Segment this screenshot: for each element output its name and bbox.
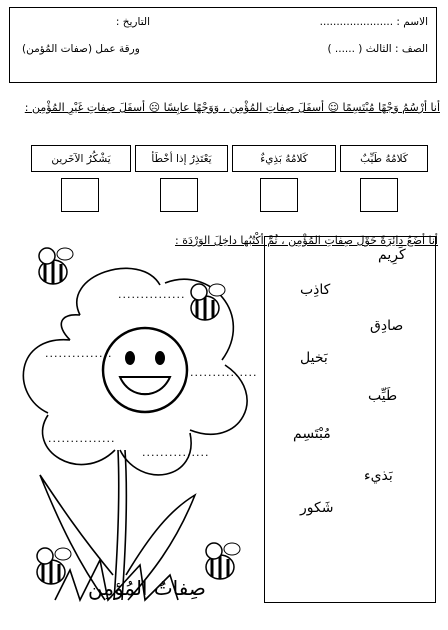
word-item[interactable]: مُبْتَسِم bbox=[293, 426, 331, 442]
worksheet-title: ورقة عمل (صفات المُؤمن) bbox=[22, 43, 140, 55]
bee-icon bbox=[23, 540, 79, 596]
face-answer-box[interactable] bbox=[360, 178, 398, 212]
name-field[interactable]: الاسم : ...................... bbox=[319, 16, 428, 28]
word-item[interactable]: طَيِّب bbox=[368, 388, 398, 404]
trait-card-thanks-others bbox=[31, 145, 131, 172]
petal-answer-line[interactable]: ............... bbox=[190, 366, 258, 379]
bee-icon bbox=[177, 276, 233, 332]
face-answer-box[interactable] bbox=[61, 178, 99, 212]
smiley-face bbox=[103, 328, 187, 412]
word-item[interactable]: بَذيء bbox=[364, 468, 393, 484]
face-answer-box[interactable] bbox=[160, 178, 198, 212]
petal-answer-line[interactable]: ............... bbox=[48, 432, 116, 445]
bee-icon bbox=[25, 240, 81, 296]
trait-label: يَشْكُرُ الآخَرين bbox=[51, 152, 111, 165]
word-item[interactable]: كَرِيم bbox=[378, 247, 406, 263]
petal-answer-line[interactable]: ............... bbox=[118, 288, 186, 301]
trait-label: كَلامُهُ طَيِّبٌ bbox=[360, 152, 408, 165]
word-item[interactable]: كاذِب bbox=[300, 282, 331, 298]
trait-card-apologizes bbox=[135, 145, 228, 172]
class-field[interactable]: الصف : الثالث ( ...... ) bbox=[327, 43, 428, 55]
instruction-faces: أنا أرْسُمُ وَجْهًا مُبْتَسِمًا ☺ أسفَلَ صِفاتِ المُؤْمِن ، وَوَجْهًا عابِسًا ☹ أسفَلَ صِفاتِ غَيْرِ المُؤْمِن : bbox=[24, 101, 440, 114]
date-field[interactable]: التاريخ : bbox=[115, 16, 150, 28]
trait-card-kind-speech bbox=[340, 145, 428, 172]
flower-caption: صِفاتُ المُؤمِن bbox=[88, 576, 206, 600]
trait-label: يَعْتَذِرُ إذا أخْطَأ bbox=[151, 152, 212, 165]
word-item[interactable]: شَكور bbox=[300, 500, 334, 516]
word-item[interactable]: صادِق bbox=[370, 318, 404, 334]
petal-answer-line[interactable]: ............... bbox=[142, 446, 210, 459]
instruction-circle: أنا أضَعُ دائِرَةً حَوْلَ صِفاتِ المُؤْمِن ، ثُمَّ أكْتُبُها داخِلَ الوَرْدَة : bbox=[175, 234, 438, 247]
trait-card-rude-speech bbox=[232, 145, 336, 172]
word-item[interactable]: بَخيل bbox=[300, 350, 328, 366]
trait-label: كَلامُهُ بَذِيءٌ bbox=[260, 152, 308, 165]
petal-answer-line[interactable]: ............... bbox=[45, 347, 113, 360]
words-box bbox=[264, 236, 436, 603]
face-answer-box[interactable] bbox=[260, 178, 298, 212]
